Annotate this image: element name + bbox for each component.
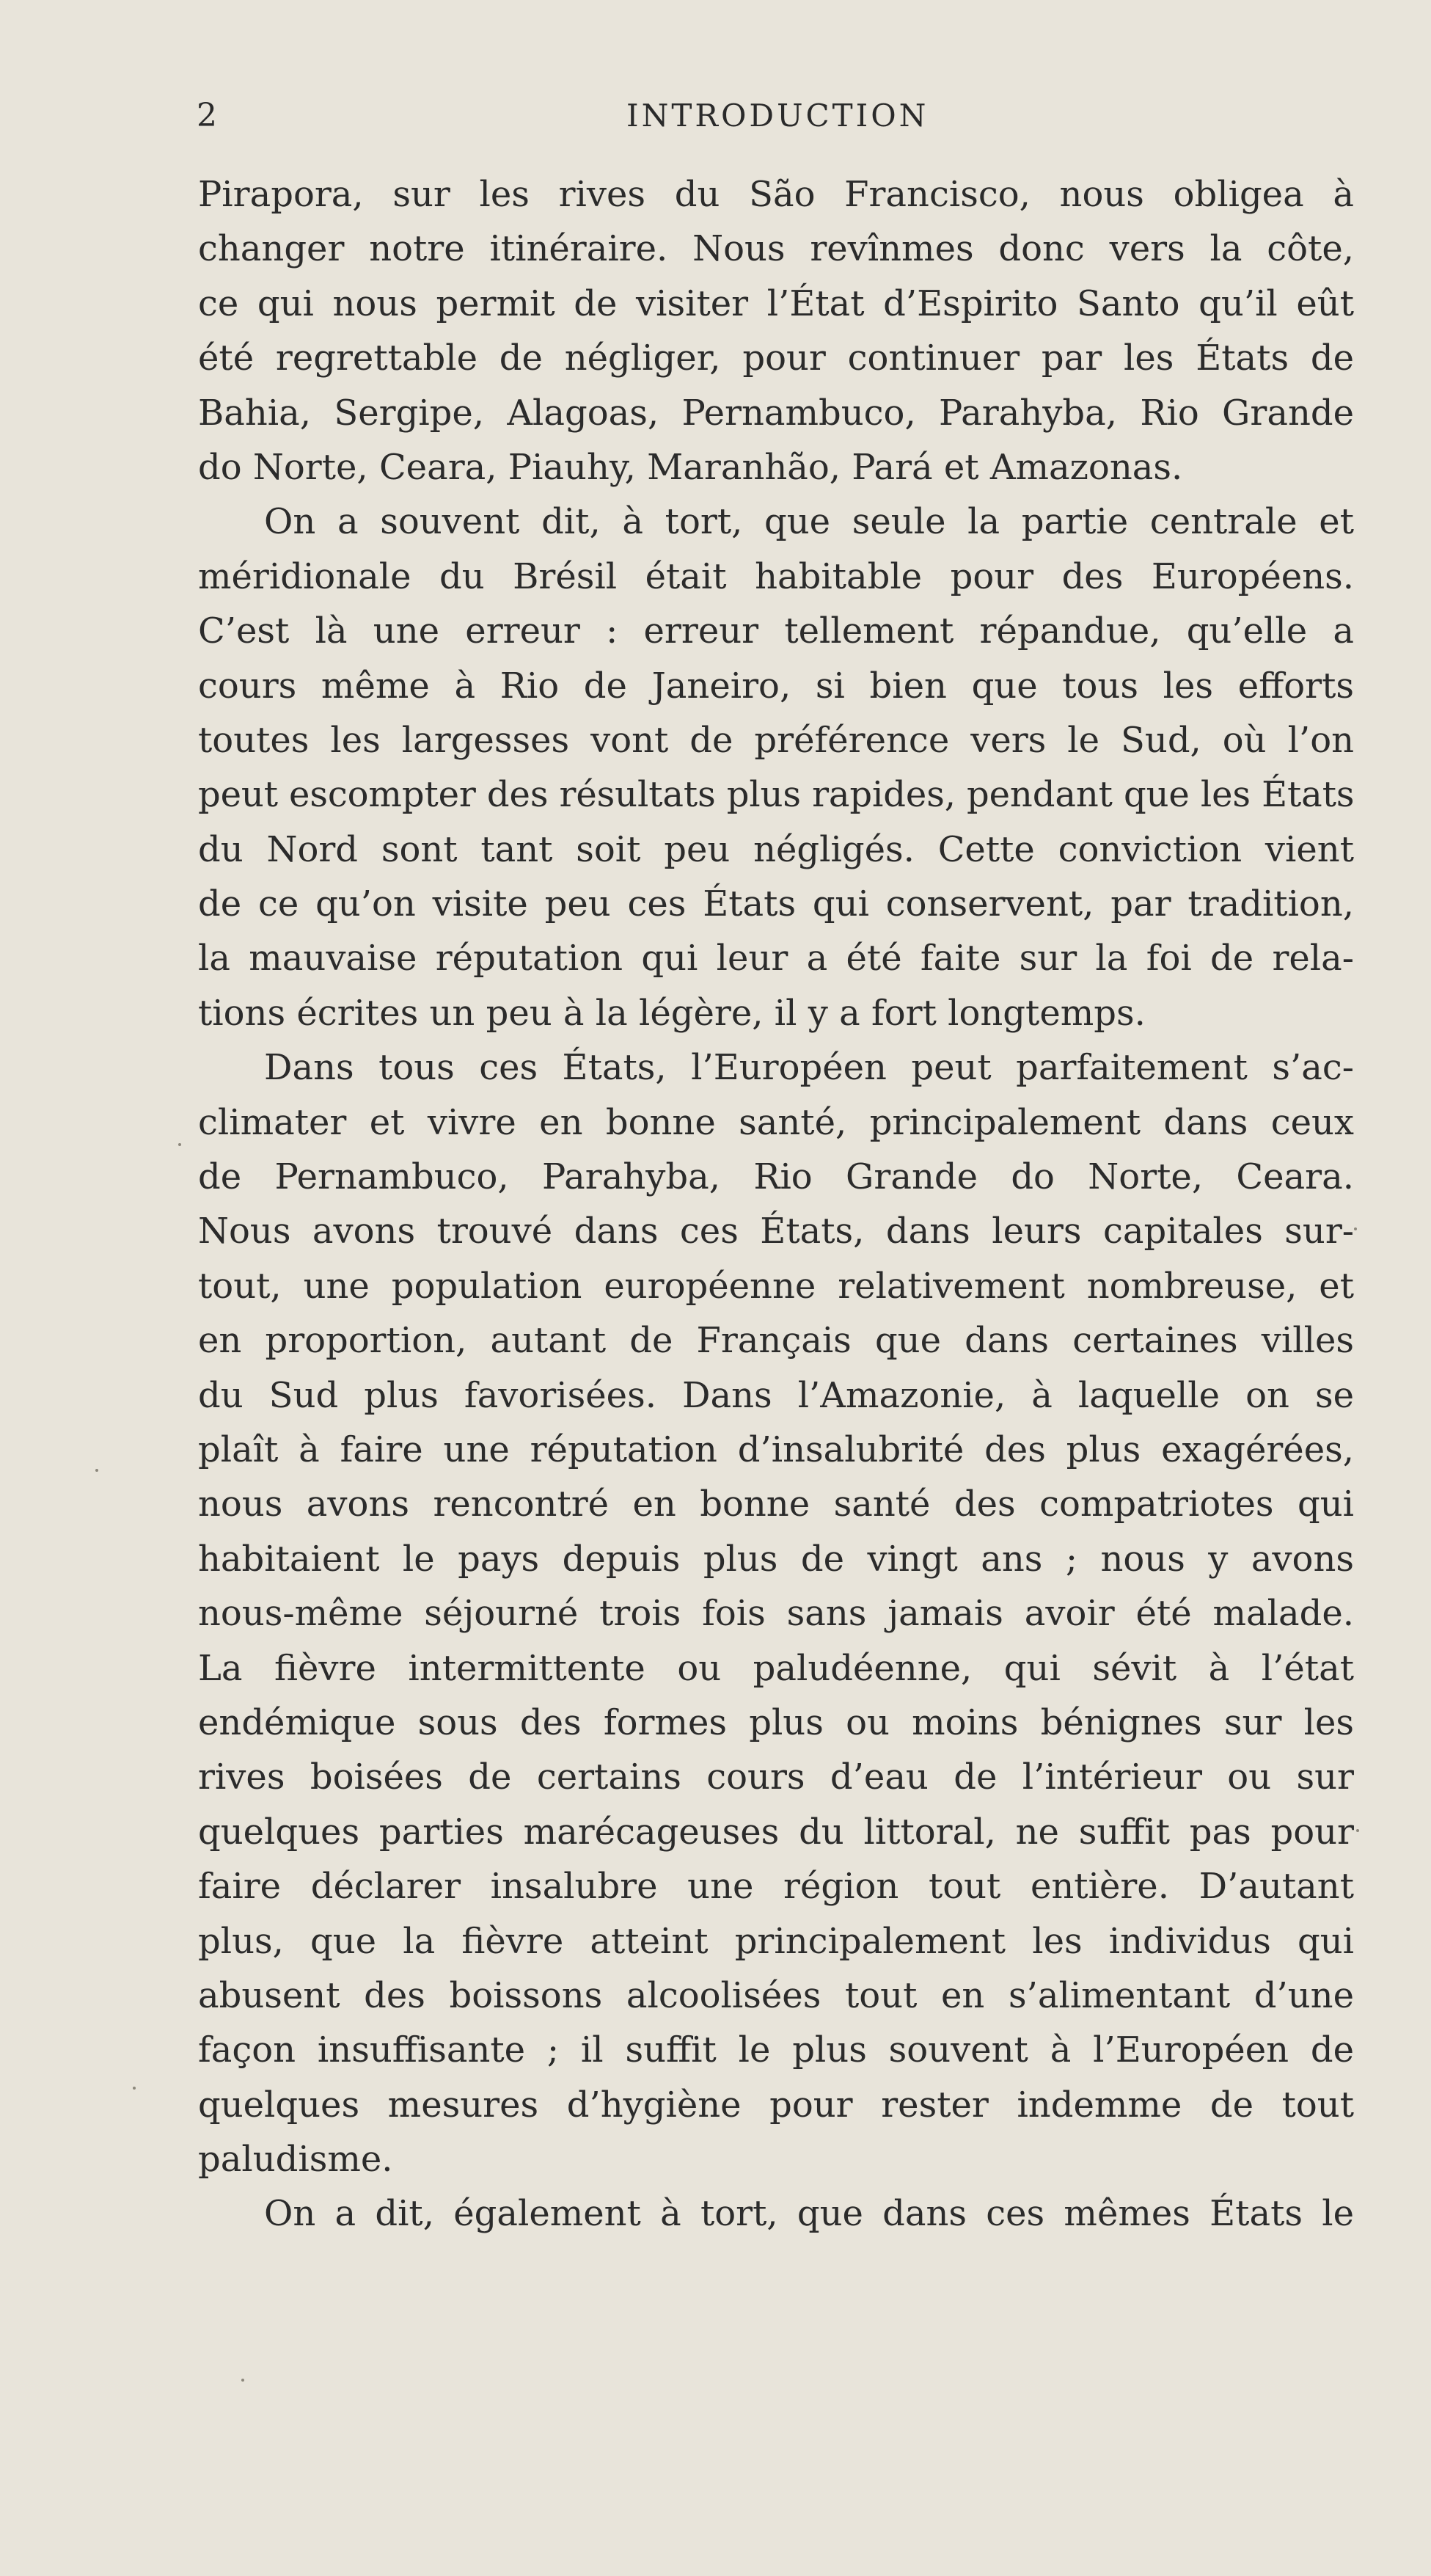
text-line: C’est là une erreur : erreur tellement répandue, qu’elle a: [198, 610, 1354, 652]
text-line: façon insuffisante ; il suffit le plus souvent à l’Européen de: [198, 2029, 1354, 2071]
text-line: plaît à faire une réputation d’insalubrité des plus exagérées,: [198, 1429, 1354, 1470]
running-title: INTRODUCTION: [626, 98, 929, 134]
body-text: [198, 167, 1354, 2241]
text-line: climater et vivre en bonne santé, principalement dans ceux: [198, 1101, 1354, 1143]
paper-speck: [241, 2379, 244, 2382]
text-line: cours même à Rio de Janeiro, si bien que tous les efforts: [198, 665, 1354, 707]
text-line: du Sud plus favorisées. Dans l’Amazonie, à laquelle on se: [198, 1374, 1354, 1416]
paper-speck: [1354, 1227, 1357, 1230]
text-line: Nous avons trouvé dans ces États, dans leurs capitales sur-: [198, 1211, 1354, 1252]
text-line: quelques mesures d’hygiène pour rester indemme de tout: [198, 2084, 1354, 2126]
text-line: méridionale du Brésil était habitable pour des Européens.: [198, 555, 1354, 597]
text-line: été regrettable de négliger, pour continuer par les États de: [198, 337, 1354, 379]
text-line: do Norte, Ceara, Piauhy, Maranhão, Pará et Amazonas.: [198, 446, 1183, 488]
text-line: nous-même séjourné trois fois sans jamais avoir été malade.: [198, 1593, 1354, 1635]
text-line: La fièvre intermittente ou paludéenne, qui sévit à l’état: [198, 1647, 1354, 1689]
text-line: abusent des boissons alcoolisées tout en s’alimentant d’une: [198, 1974, 1354, 2016]
paper-speck: [1356, 1829, 1359, 1832]
text-line: Bahia, Sergipe, Alagoas, Pernambuco, Parahyba, Rio Grande: [198, 392, 1354, 434]
text-line: tout, une population européenne relativement nombreuse, et: [198, 1265, 1354, 1307]
text-line: du Nord sont tant soit peu négligés. Cette conviction vient: [198, 828, 1354, 870]
text-line: Pirapora, sur les rives du São Francisco, nous obligea à: [198, 174, 1354, 215]
text-line: endémique sous des formes plus ou moins bénignes sur les: [198, 1701, 1354, 1743]
text-line: nous avons rencontré en bonne santé des compatriotes qui: [198, 1484, 1354, 1525]
text-line: paludisme.: [198, 2139, 393, 2181]
text-line: On a dit, également à tort, que dans ces mêmes États le: [264, 2193, 1354, 2235]
text-line: Dans tous ces États, l’Européen peut parfaitement s’ac-: [264, 1047, 1354, 1089]
text-line: habitaient le pays depuis plus de vingt ans ; nous y avons: [198, 1538, 1354, 1580]
text-line: changer notre itinéraire. Nous revînmes donc vers la côte,: [198, 228, 1354, 270]
text-line: la mauvaise réputation qui leur a été faite sur la foi de rela-: [198, 938, 1354, 979]
text-line: faire déclarer insalubre une région tout entière. D’autant: [198, 1866, 1354, 1908]
text-line: tions écrites un peu à la légère, il y a fort longtemps.: [198, 992, 1146, 1034]
text-line: quelques parties marécageuses du littoral, ne suffit pas pour: [198, 1811, 1354, 1853]
paper-speck: [95, 1469, 98, 1472]
page-number: 2: [197, 97, 217, 134]
text-line: plus, que la fièvre atteint principalement les individus qui: [198, 1920, 1354, 1962]
text-line: de Pernambuco, Parahyba, Rio Grande do Norte, Ceara.: [198, 1156, 1354, 1198]
text-line: en proportion, autant de Français que dans certaines villes: [198, 1320, 1354, 1362]
text-line: peut escompter des résultats plus rapides, pendant que les États: [198, 774, 1355, 816]
paper-speck: [133, 2087, 136, 2090]
text-line: rives boisées de certains cours d’eau de l’intérieur ou sur: [198, 1756, 1354, 1798]
text-line: ce qui nous permit de visiter l’État d’Espirito Santo qu’il eût: [198, 282, 1354, 324]
page-header: [197, 94, 1355, 138]
text-line: On a souvent dit, à tort, que seule la partie centrale et: [264, 501, 1354, 543]
text-line: toutes les largesses vont de préférence vers le Sud, où l’on: [198, 719, 1354, 761]
text-line: de ce qu’on visite peu ces États qui conservent, par tradition,: [198, 883, 1354, 925]
paper-speck: [178, 1143, 181, 1146]
